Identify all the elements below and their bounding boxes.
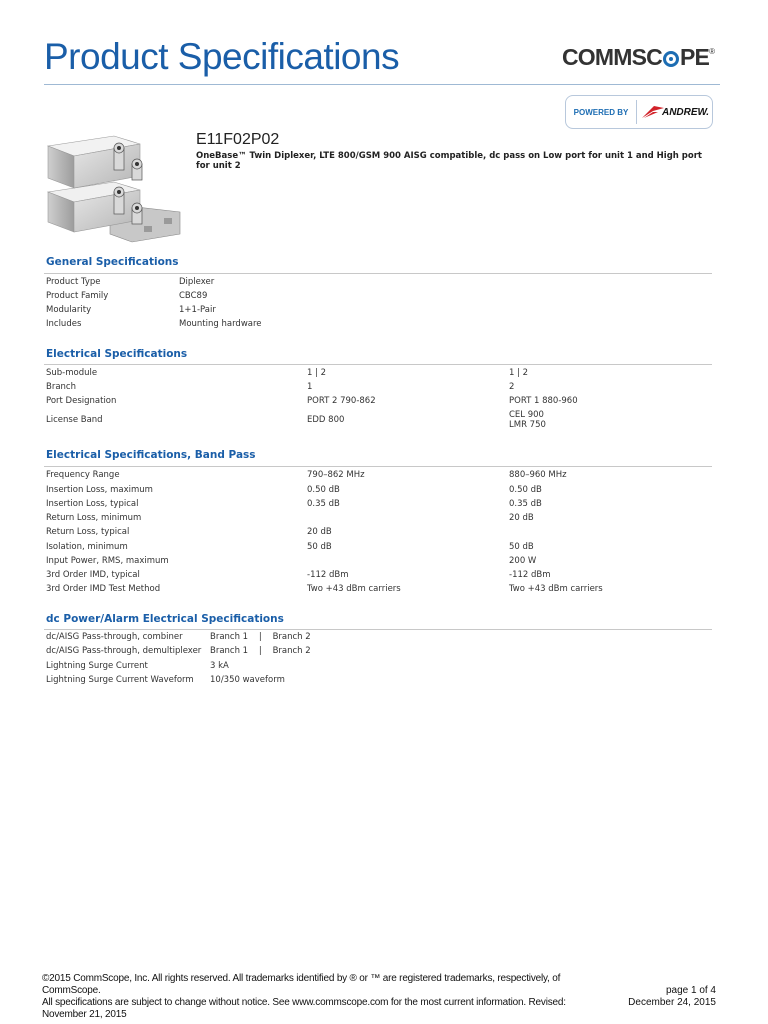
general-specs-divider (44, 273, 712, 274)
spec-value: 50 dB (307, 542, 332, 552)
spec-value: Diplexer (179, 277, 215, 287)
spec-value: 20 dB (307, 527, 332, 537)
spec-value: 790–862 MHz (307, 470, 365, 480)
spec-value: 3 kA (210, 661, 229, 671)
spec-value: 200 W (509, 556, 537, 566)
spec-value: 10/350 waveform (210, 675, 285, 685)
page-number: page 1 of 4 (665, 985, 716, 996)
spec-label: dc/AISG Pass-through, demultiplexer (46, 646, 202, 656)
spec-value: Mounting hardware (179, 319, 262, 329)
spec-label: Port Designation (46, 396, 117, 406)
spec-label: Sub-module (46, 368, 98, 378)
band-pass-specs-title: Electrical Specifications, Band Pass (46, 449, 256, 461)
page-date: December 24, 2015 (628, 997, 716, 1008)
spec-label: Isolation, minimum (46, 542, 128, 552)
spec-label: Lightning Surge Current (46, 661, 148, 671)
spec-label: Product Family (46, 291, 109, 301)
spec-value: 0.35 dB (307, 499, 340, 509)
page-title: Product Specifications (44, 36, 400, 77)
spec-value: LMR 750 (509, 420, 546, 430)
spec-label: Product Type (46, 277, 101, 287)
commscope-logo (562, 44, 714, 71)
spec-value: 1 | 2 (509, 368, 529, 378)
commscope-o-icon (663, 51, 679, 67)
spec-value: Branch 1 | Branch 2 (210, 632, 311, 642)
spec-label: Frequency Range (46, 470, 120, 480)
spec-value: 2 (509, 382, 515, 392)
spec-value: 880–960 MHz (509, 470, 567, 480)
spec-label: Return Loss, minimum (46, 513, 142, 523)
spec-value: PORT 1 880-960 (509, 396, 578, 406)
electrical-specs-title: Electrical Specifications (46, 348, 188, 360)
spec-label: Insertion Loss, typical (46, 499, 139, 509)
spec-value: PORT 2 790-862 (307, 396, 376, 406)
spec-value: 0.50 dB (509, 485, 542, 495)
spec-label: 3rd Order IMD, typical (46, 570, 140, 580)
powered-by-label: POWERED BY (573, 107, 629, 117)
footer-disclaimer: All specifications are subject to change without notice. See www.commscope.com for the most current information. Revised: November 21, 2015 (42, 997, 566, 1020)
dc-power-specs-title: dc Power/Alarm Electrical Specifications (46, 613, 284, 625)
spec-label: dc/AISG Pass-through, combiner (46, 632, 183, 642)
andrew-wordmark: ANDREW. (661, 106, 710, 118)
spec-label: Insertion Loss, maximum (46, 485, 153, 495)
spec-label: Lightning Surge Current Waveform (46, 675, 194, 685)
andrew-logo (637, 104, 712, 120)
spec-label: Input Power, RMS, maximum (46, 556, 169, 566)
spec-value: -112 dBm (509, 570, 551, 580)
spec-value: 20 dB (509, 513, 534, 523)
spec-label: License Band (46, 415, 103, 425)
brand-part2: PE (679, 44, 710, 70)
spec-value: 0.35 dB (509, 499, 542, 509)
general-specs-title: General Specifications (46, 256, 179, 268)
spec-value: CEL 900 (509, 410, 544, 420)
band-pass-specs-divider (44, 466, 712, 467)
spec-label: Return Loss, typical (46, 527, 130, 537)
header-divider (44, 84, 720, 85)
spec-label: Branch (46, 382, 76, 392)
spec-value: Two +43 dBm carriers (307, 584, 401, 594)
spec-value: CBC89 (179, 291, 208, 301)
dc-power-specs-divider (44, 629, 712, 630)
spec-label: Includes (46, 319, 82, 329)
spec-value: 1 (307, 382, 313, 392)
registered-mark: ® (709, 47, 715, 56)
spec-label: Modularity (46, 305, 92, 315)
electrical-specs-divider (44, 364, 712, 365)
spec-value: Branch 1 | Branch 2 (210, 646, 311, 656)
spec-value: Two +43 dBm carriers (509, 584, 603, 594)
footer-legal (42, 973, 602, 1021)
footer-copyright: ©2015 CommScope, Inc. All rights reserved. All trademarks identified by ® or ™ are registered trademarks, respectively, of CommScope. (42, 973, 561, 996)
spec-value: EDD 800 (307, 415, 345, 425)
spec-value: 50 dB (509, 542, 534, 552)
spec-value: 1 | 2 (307, 368, 327, 378)
spec-label: 3rd Order IMD Test Method (46, 584, 161, 594)
brand-part1: COMMSC (562, 44, 662, 70)
powered-by-badge (565, 95, 713, 129)
product-image (44, 134, 184, 246)
product-description: OneBase™ Twin Diplexer, LTE 800/GSM 900 AISG compatible, dc pass on Low port for unit 1 and High port for unit 2 (196, 151, 702, 171)
spec-value: 0.50 dB (307, 485, 340, 495)
spec-value: -112 dBm (307, 570, 349, 580)
product-code: E11F02P02 (196, 131, 280, 148)
spec-value: 1+1-Pair (179, 305, 216, 315)
footer-page-info (628, 985, 716, 1009)
